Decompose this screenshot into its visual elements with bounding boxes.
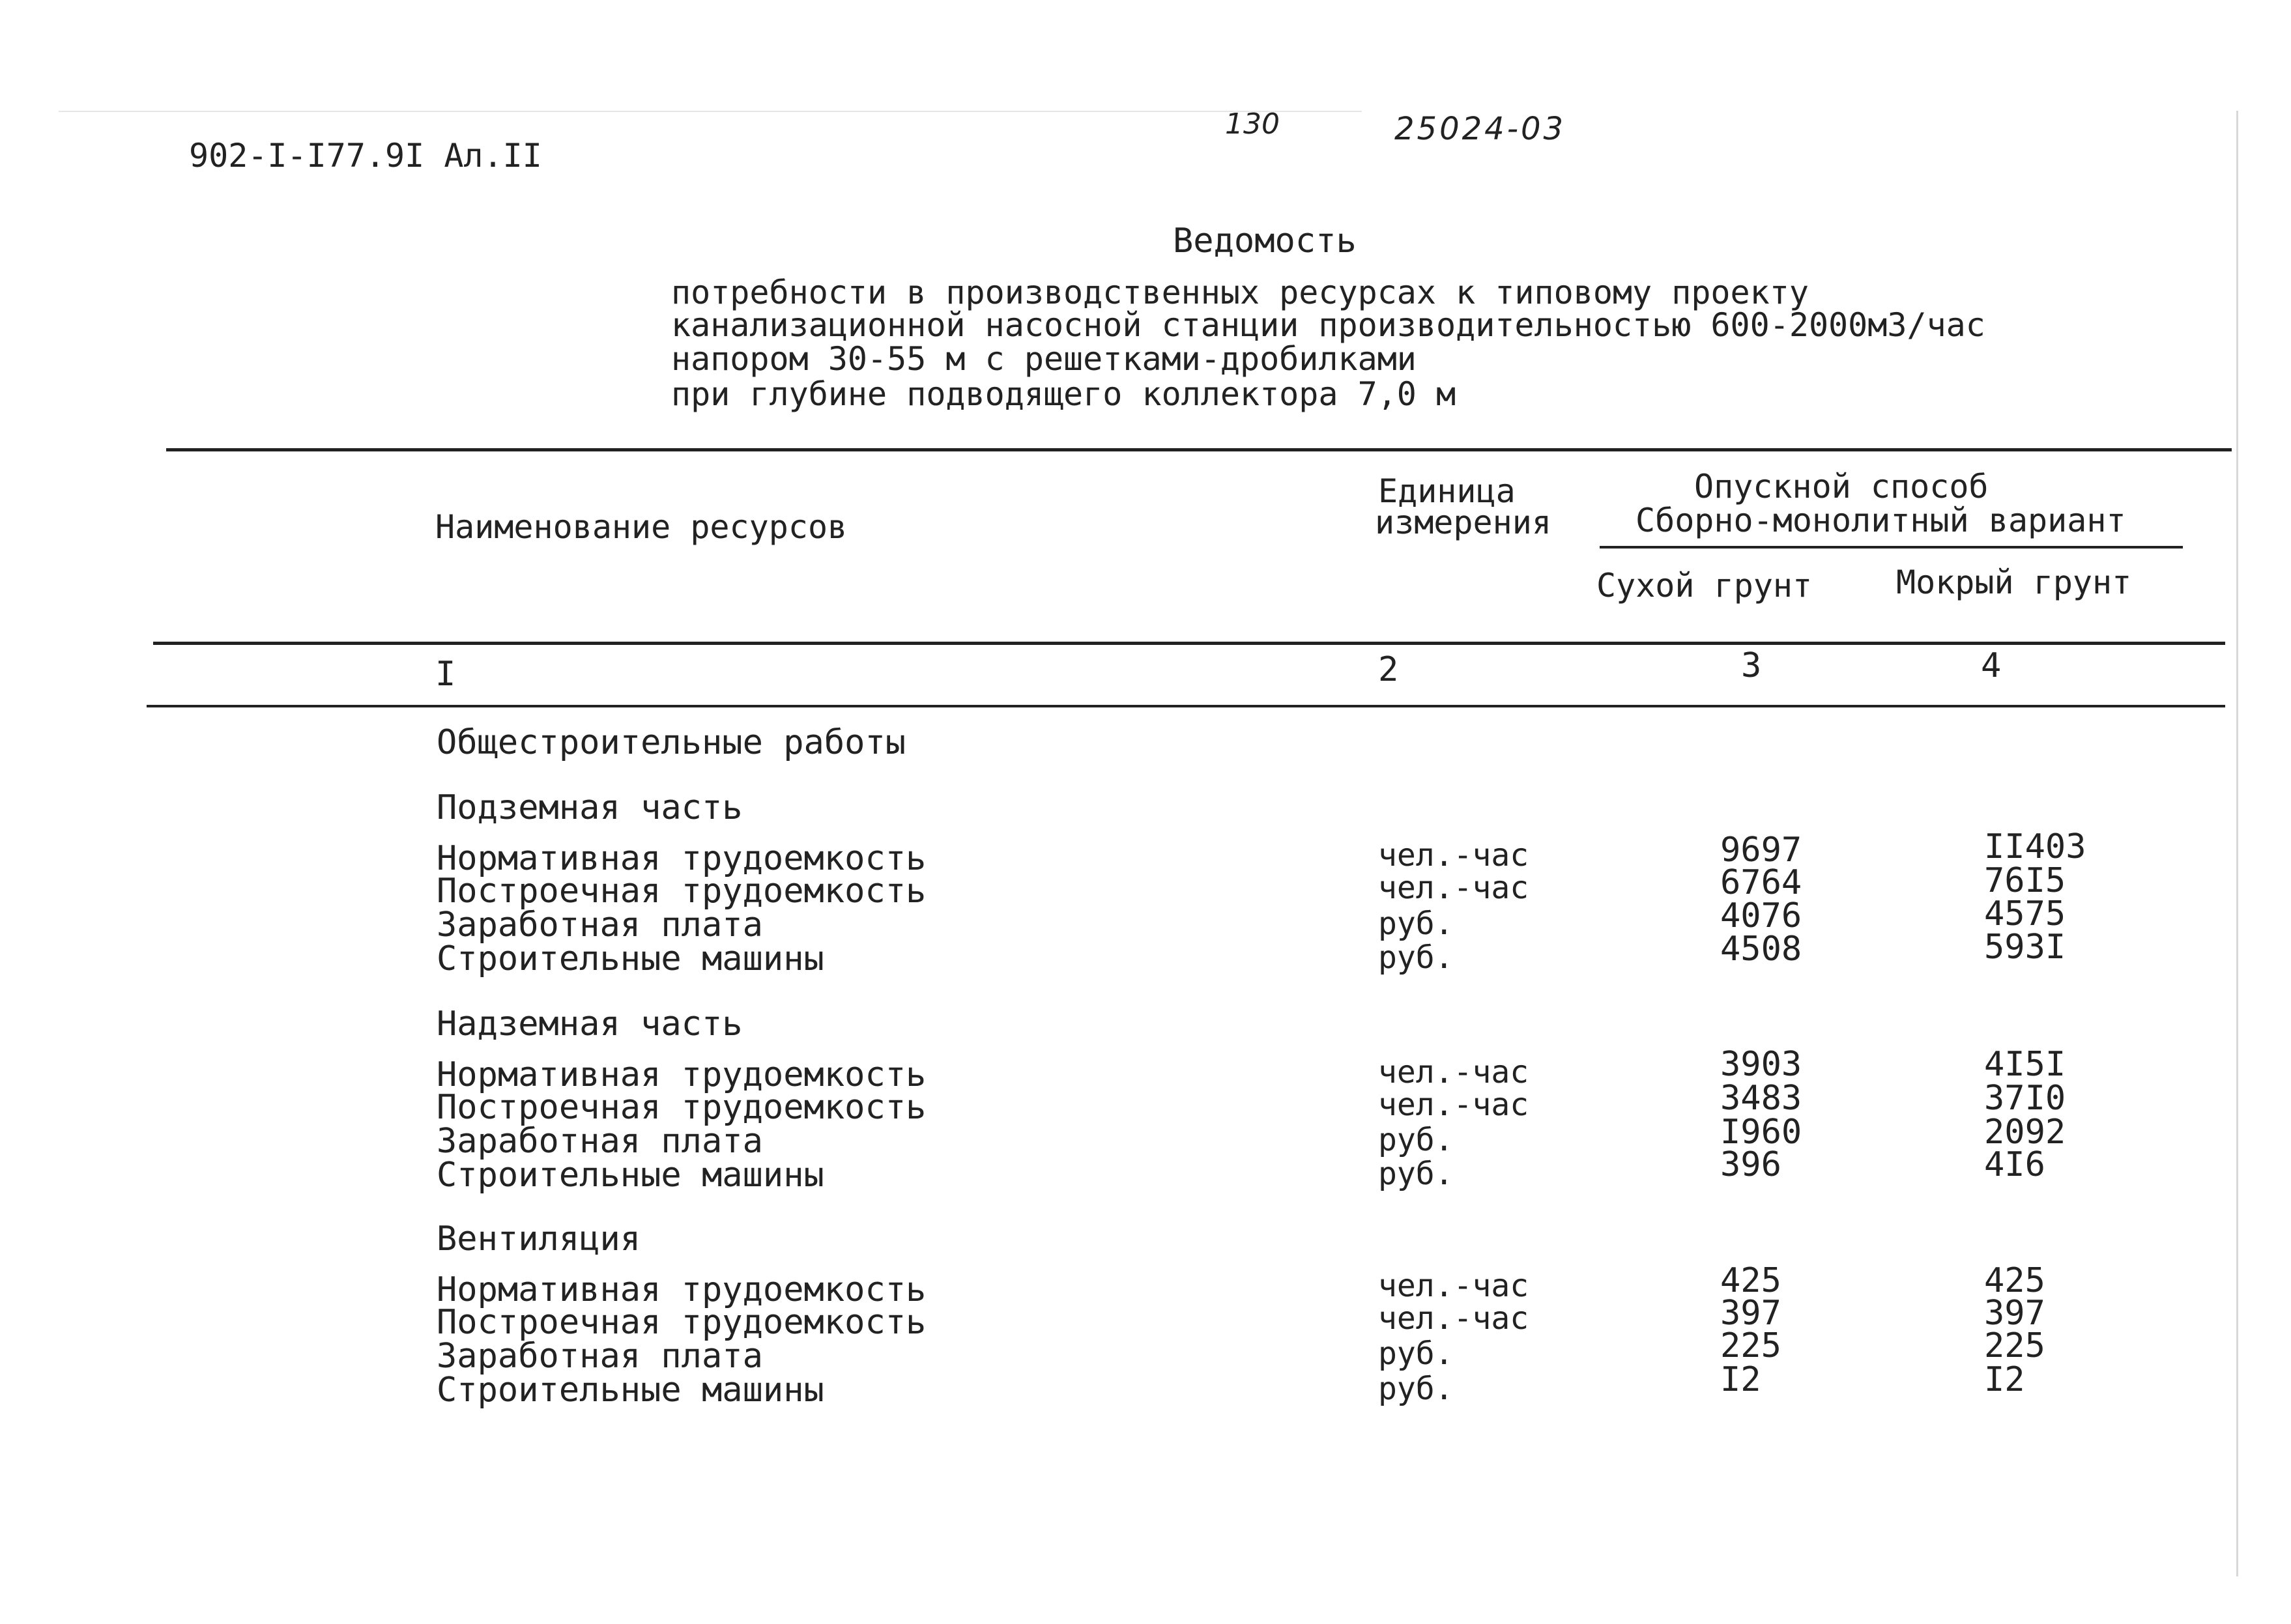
table-row-unit: руб. bbox=[1378, 905, 1454, 942]
table-row-dry: 396 bbox=[1720, 1145, 1781, 1184]
table-row-unit: чел.-час bbox=[1378, 1300, 1529, 1337]
table-row-unit: руб. bbox=[1378, 1371, 1454, 1407]
table-row-name: Построечная трудоемкость bbox=[437, 1088, 927, 1127]
table-row-dry: 4508 bbox=[1720, 930, 1802, 969]
table-row-wet: 76I5 bbox=[1984, 861, 2066, 900]
header-bottom-rule bbox=[153, 642, 2225, 645]
table-row-dry: 3483 bbox=[1720, 1079, 1802, 1118]
table-row-unit: чел.-час bbox=[1378, 1087, 1529, 1123]
table-row-wet: 425 bbox=[1984, 1261, 2045, 1300]
table-row-unit: чел.-час bbox=[1378, 1054, 1529, 1090]
section-title: Подземная часть bbox=[437, 788, 743, 827]
table-row-unit: чел.-час bbox=[1378, 837, 1529, 874]
table-row-name: Заработная плата bbox=[437, 905, 763, 945]
table-row-unit: руб. bbox=[1378, 1156, 1454, 1192]
table-row-wet: 397 bbox=[1984, 1294, 2045, 1333]
table-row-wet: 2092 bbox=[1984, 1113, 2066, 1152]
section-title: Надземная часть bbox=[437, 1004, 743, 1044]
table-row-wet: II403 bbox=[1984, 827, 2086, 866]
table-row-dry: 225 bbox=[1720, 1326, 1781, 1365]
table-row-name: Нормативная трудоемкость bbox=[437, 1055, 927, 1094]
header-wet-soil: Мокрый грунт bbox=[1896, 563, 2132, 601]
table-row-name: Нормативная трудоемкость bbox=[437, 839, 927, 878]
table-top-rule bbox=[166, 448, 2232, 451]
variant-underline bbox=[1600, 546, 2183, 548]
column-number-3: 3 bbox=[1741, 646, 1762, 685]
table-row-name: Строительные машины bbox=[437, 1371, 824, 1410]
header-method: Опускной способ bbox=[1694, 468, 1989, 506]
colnum-bottom-rule bbox=[147, 705, 2225, 707]
column-number-4: 4 bbox=[1981, 646, 2002, 685]
column-number-2: 2 bbox=[1378, 650, 1399, 689]
table-row-name: Заработная плата bbox=[437, 1337, 763, 1376]
table-row-wet: 4I5I bbox=[1984, 1045, 2066, 1084]
table-row-wet: 37I0 bbox=[1984, 1079, 2066, 1118]
page-number: 130 bbox=[1225, 107, 1280, 141]
subtitle-line-3: напором 30-55 м с решетками-дробилками bbox=[671, 340, 1417, 378]
subtitle-line-4: при глубине подводящего коллектора 7,0 м bbox=[671, 375, 1456, 413]
scan-edge-top bbox=[59, 111, 1362, 112]
table-row-name: Построечная трудоемкость bbox=[437, 872, 927, 911]
table-row-name: Нормативная трудоемкость bbox=[437, 1270, 927, 1309]
table-row-name: Заработная плата bbox=[437, 1122, 763, 1161]
table-row-unit: руб. bbox=[1378, 1122, 1454, 1158]
table-row-unit: руб. bbox=[1378, 1335, 1454, 1372]
handwritten-code: 25024-03 bbox=[1394, 111, 1566, 147]
table-row-dry: 6764 bbox=[1720, 863, 1802, 902]
table-row-dry: 3903 bbox=[1720, 1045, 1802, 1084]
header-dry-soil: Сухой грунт bbox=[1596, 567, 1813, 605]
table-row-unit: чел.-час bbox=[1378, 1268, 1529, 1304]
table-row-dry: 4076 bbox=[1720, 896, 1802, 935]
header-unit-line1: Единица bbox=[1378, 472, 1516, 510]
table-row-dry: 425 bbox=[1720, 1261, 1781, 1300]
table-row-unit: руб. bbox=[1378, 939, 1454, 976]
table-row-dry: 397 bbox=[1720, 1294, 1781, 1333]
scan-edge-right bbox=[2236, 111, 2238, 1576]
column-number-1: I bbox=[435, 655, 456, 694]
table-row-wet: 4I6 bbox=[1984, 1145, 2045, 1184]
table-row-wet: I2 bbox=[1984, 1360, 2025, 1399]
table-row-wet: 593I bbox=[1984, 928, 2066, 967]
table-row-wet: 4575 bbox=[1984, 894, 2066, 933]
group-title: Общестроительные работы bbox=[437, 723, 906, 762]
page-title: Ведомость bbox=[1173, 221, 1357, 261]
table-row-unit: чел.-час bbox=[1378, 870, 1529, 906]
table-row-dry: I2 bbox=[1720, 1360, 1761, 1399]
table-row-wet: 225 bbox=[1984, 1326, 2045, 1365]
table-row-dry: 9697 bbox=[1720, 831, 1802, 870]
table-row-name: Построечная трудоемкость bbox=[437, 1303, 927, 1342]
subtitle-line-1: потребности в производственных ресурсах к типовому проекту bbox=[671, 274, 1809, 311]
header-unit-line2: измерения bbox=[1375, 504, 1551, 541]
header-resource-name: Наименование ресурсов bbox=[435, 508, 848, 546]
subtitle-line-2: канализационной насосной станции производительностью 600-2000м3/час bbox=[671, 306, 1985, 344]
section-title: Вентиляция bbox=[437, 1219, 641, 1259]
table-row-name: Строительные машины bbox=[437, 939, 824, 978]
table-row-dry: I960 bbox=[1720, 1113, 1802, 1152]
document-code: 902-I-I77.9I Ал.II bbox=[189, 137, 542, 175]
table-row-name: Строительные машины bbox=[437, 1156, 824, 1195]
header-variant: Сборно-монолитный вариант bbox=[1635, 502, 2126, 539]
